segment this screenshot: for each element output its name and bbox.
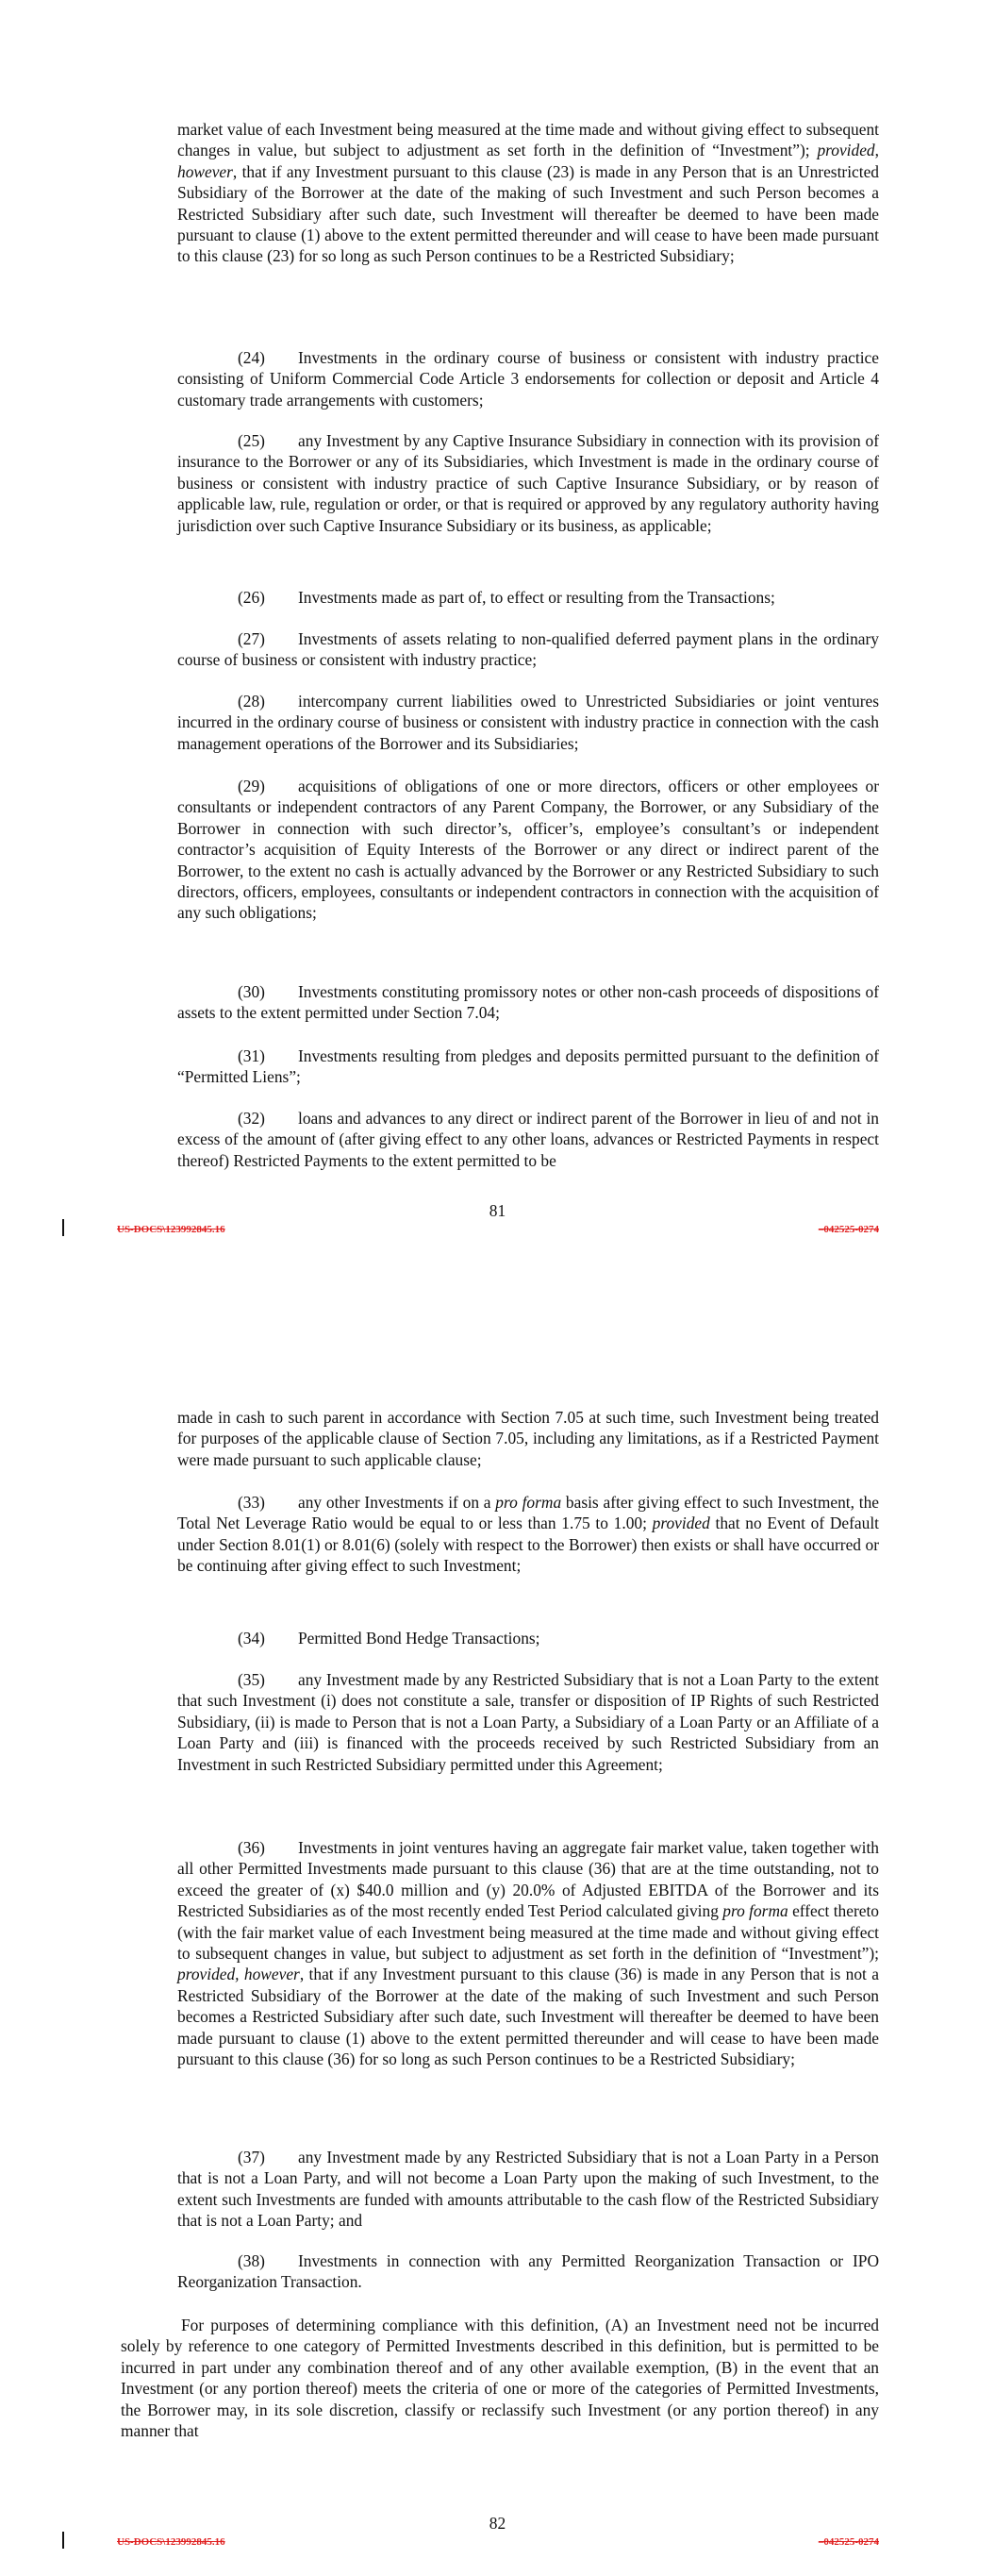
footer-doc-id: US-DOCS\123992845.16 — [117, 1224, 225, 1235]
page-82 — [0, 1288, 995, 2576]
footer-version: –042525-0274 — [818, 1224, 879, 1235]
clause-30: (30) Investments constituting promissory notes or other non-cash proceeds of dispositions of assets to the extent permitted under Section 7.04; — [177, 982, 879, 1023]
clause-38: (38) Investments in connection with any Permitted Reorganization Transaction or IPO Reorganization Transaction. — [177, 2251, 879, 2292]
change-bar — [62, 2532, 64, 2549]
clause-32-continued: made in cash to such parent in accordance with Section 7.05 at such time, such Investment being treated for purposes of the applicable clause of Section 7.05, including any limitations, as if a Restricted Payment were made pursuant to such applicable clause; — [177, 1408, 879, 1469]
clause-26: (26) Investments made as part of, to effect or resulting from the Transactions; — [238, 588, 775, 607]
final-paragraph: For purposes of determining compliance with this definition, (A) an Investment need not be incurred solely by reference to one category of Permitted Investments described in this definition, but is permitted to be incurred in part under any combination thereof and of any other available exemption, (B) in the event that an Investment (or any portion thereof) meets the criteria of one or more of the categories of Permitted Investments, the Borrower may, in its sole discretion, classify or reclassify such Investment (or any portion thereof) in any manner that — [121, 2316, 879, 2441]
clause-34: (34) Permitted Bond Hedge Transactions; — [238, 1629, 540, 1648]
paragraph-23-continued: market value of each Investment being measured at the time made and without giving effect to subsequent changes in value, but subject to adjustment as set forth in the definition of “Investment”); provided, however, that if any Investment pursuant to this clause (23) is made in any Person that is an Unrestricted Subsidiary of the Borrower at the date of the making of such Investment and such Person becomes a Restricted Subsidiary after such date, such Investment will thereafter be deemed to have been made pursuant to clause (1) above to the extent permitted thereunder and will cease to have been made pursuant to this clause (23) for so long as such Person continues to be a Restricted Subsidiary; — [177, 120, 879, 266]
clause-37: (37) any Investment made by any Restricted Subsidiary that is not a Loan Party in a Person that is not a Loan Party, and will not become a Loan Party upon the making of such Investment, to the extent such Investments are funded with amounts attributable to the cash flow of the Restricted Subsidiary that is not a Loan Party; and — [177, 2148, 879, 2231]
footer-version: –042525-0274 — [818, 2536, 879, 2548]
footer-doc-id: US-DOCS\123992845.16 — [117, 2536, 225, 2548]
clause-25: (25) any Investment by any Captive Insurance Subsidiary in connection with its provision of insurance to the Borrower or any of its Subsidiaries, which Investment is made in the ordinary course of business or consistent with industry practice of such Captive Insurance Subsidiary, or by reason of applicable law, rule, regulation or order, or that is required or approved by any regulatory authority having jurisdiction over such Captive Insurance Subsidiary or its business, as applicable; — [177, 431, 879, 535]
clause-28: (28) intercompany current liabilities owed to Unrestricted Subsidiaries or joint ventures incurred in the ordinary course of business or consistent with industry practice in connection with the cash management operations of the Borrower and its Subsidiaries; — [177, 692, 879, 753]
clause-33: (33) any other Investments if on a pro forma basis after giving effect to such Investment, the Total Net Leverage Ratio would be equal to or less than 1.75 to 1.00; provided that no Event of Default under Section 8.01(1) or 8.01(6) (solely with respect to the Borrower) then exists or shall have occurred or be continuing after giving effect to such Investment; — [177, 1493, 879, 1576]
clause-27: (27) Investments of assets relating to non-qualified deferred payment plans in the ordinary course of business or consistent with industry practice; — [177, 629, 879, 670]
change-bar — [62, 1219, 64, 1236]
clause-32: (32) loans and advances to any direct or indirect parent of the Borrower in lieu of and not in excess of the amount of (after giving effect to any other loans, advances or Restricted Payments in respect thereof) Restricted Payments to the extent permitted to be — [177, 1109, 879, 1170]
clause-31: (31) Investments resulting from pledges and deposits permitted pursuant to the definition of “Permitted Liens”; — [177, 1046, 879, 1087]
clause-35: (35) any Investment made by any Restricted Subsidiary that is not a Loan Party to the extent that such Investment (i) does not constitute a sale, transfer or disposition of IP Rights of such Restricted Subsidiary, (ii) is made to Person that is not a Loan Party, a Subsidiary of a Loan Party or an Affiliate of a Loan Party and (iii) is financed with the proceeds received by such Restricted Subsidiary from an Investment in such Restricted Subsidiary permitted under this Agreement; — [177, 1670, 879, 1774]
clause-29: (29) acquisitions of obligations of one or more directors, officers or other employees or consultants or independent contractors of any Parent Company, the Borrower, or any Subsidiary of the Borrower in connection with such director’s, officer’s, employee’s consultant’s or independent contractor’s acquisition of Equity Interests of the Borrower or any direct or indirect parent of the Borrower, to the extent no cash is actually advanced by the Borrower or any Restricted Subsidiary to such directors, officers, employees, consultants or independent contractors in connection with the acquisition of any such obligations; — [177, 777, 879, 923]
clause-24: (24) Investments in the ordinary course of business or consistent with industry practice consisting of Uniform Commercial Code Article 3 endorsements for collection or deposit and Article 4 customary trade arrangements with customers; — [177, 348, 879, 410]
page-number: 82 — [489, 2514, 506, 2533]
page-number: 81 — [489, 1201, 506, 1220]
clause-36: (36) Investments in joint ventures having an aggregate fair market value, taken together with all other Permitted Investments made pursuant to this clause (36) that are at the time outstanding, not to exceed the greater of (x) $40.0 million and (y) 20.0% of Adjusted EBITDA of the Borrower and its Restricted Subsidiaries as of the most recently ended Test Period calculated giving pro forma effect thereto (with the fair market value of each Investment being measured at the time made and without giving effect to subsequent changes in value, but subject to adjustment as set forth in the definition of “Investment”); provided, however, that if any Investment pursuant to this clause (36) is made in any Person that is not a Restricted Subsidiary of the Borrower at the date of the making of such Investment and such Person becomes a Restricted Subsidiary after such date, such Investment will thereafter be deemed to have been made pursuant to clause (1) above to the extent permitted thereunder and will cease to have been made pursuant to this clause (36) for so long as such Person continues to be a Restricted Subsidiary; — [177, 1838, 879, 2069]
